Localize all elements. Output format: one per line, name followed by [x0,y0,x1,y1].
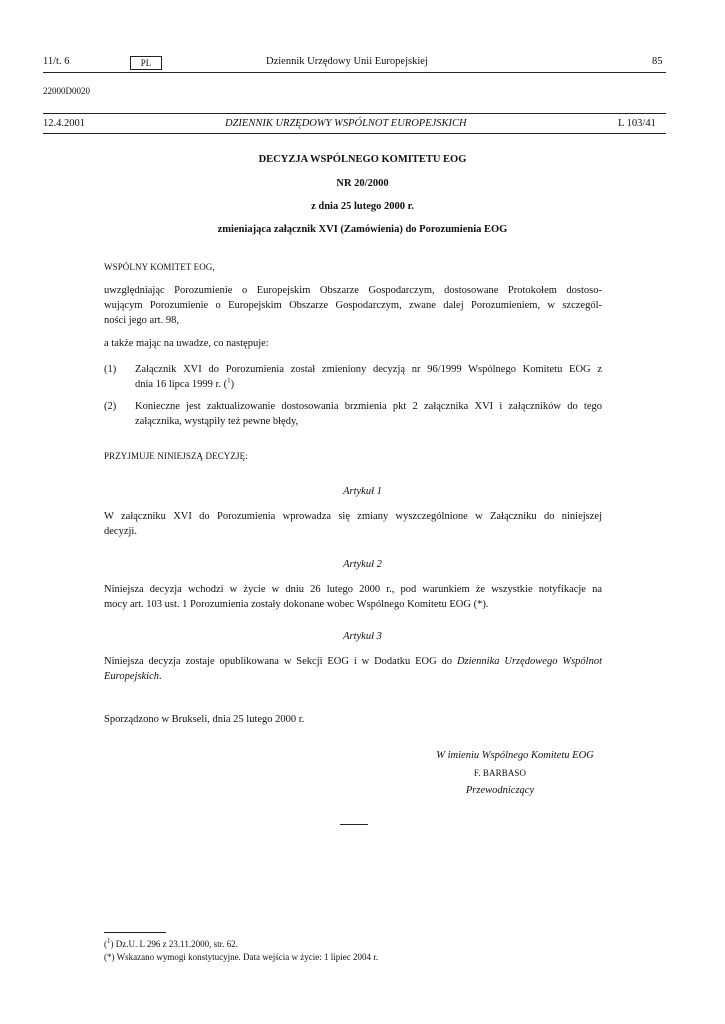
recital-line: Konieczne jest zaktualizowanie dostosowania brzmienia pkt 2 załącznika XVI i załączników do tego [135,401,602,412]
considering-line: uwzględniając Porozumienie o Europejskim Obszarze Gospodarczym, dostosowane Protokołem dostoso- [104,285,602,296]
adopts-heading: PRZYJMUJE NINIEJSZĄ DECYZJĘ: [104,451,248,461]
article-text [104,509,602,539]
signatory-role: Przewodniczący [465,785,535,796]
volume-number: 11/t. 6 [43,56,70,67]
article-line: decyzji. [104,526,137,537]
article-line-text: Niniejsza decyzja zostaje opublikowana w Sekcji EOG i w Dodatku EOG do [104,656,457,667]
decision-title: DECYZJA WSPÓLNEGO KOMITETU EOG [258,154,467,165]
article-line: Niniejsza decyzja wchodzi w życie w dniu 26 lutego 2000 r., pod warunkiem że wszystkie notyfikacje na [104,584,602,595]
decision-number: NR 20/2000 [336,178,389,189]
article-text [104,654,602,684]
decision-date: z dnia 25 lutego 2000 r. [311,201,414,212]
journal-title: Dziennik Urzędowy Unii Europejskiej [266,56,428,67]
recital-line-text: dnia 16 lipca 1999 r. ( [135,379,228,390]
article-line [104,669,602,684]
signatory-name: F. BARBASO [473,768,527,778]
considering-paragraph [104,283,602,328]
journal-name: Dziennika Urzędowego Wspólnot [456,656,602,667]
footnote-text: Wskazano wymogi konstytucyjne. Data wejścia w życie: 1 lipiec 2004 r. [114,952,379,962]
committee-heading: WSPÓLNY KOMITET EOG, [104,262,215,272]
footnote-ref[interactable]: 1 [227,376,231,385]
decision-subject: zmieniająca załącznik XVI (Zamówienia) do Porozumienia EOG [217,224,508,235]
page-number: 85 [652,56,663,67]
journal-reference: L 103/41 [618,118,656,129]
publication-date: 12.4.2001 [43,118,85,129]
language-badge: PL [130,56,162,70]
whereas-line: a także mając na uwadze, co następuje: [104,338,269,349]
signature-on-behalf: W imieniu Wspólnego Komitetu EOG [436,750,594,761]
original-journal-title: DZIENNIK URZĘDOWY WSPÓLNOT EUROPEJSKICH [225,118,467,129]
end-rule [340,824,368,825]
article-heading: Artykuł 1 [343,486,382,497]
recital-line-end: ) [230,379,235,390]
article-heading: Artykuł 2 [343,559,382,570]
article-line: mocy art. 103 ust. 1 Porozumienia zostały dokonane wobec Wspólnego Komitetu EOG (*). [104,599,489,610]
recital-line [135,377,602,392]
recital-text [135,362,602,392]
recital-line: załącznika, wystąpiły też pewne błędy, [135,416,299,427]
article-line-end: . [159,671,162,682]
recital-text [135,399,602,429]
footnote-mark: (*) [104,952,115,962]
done-at-line: Sporządzono w Brukseli, dnia 25 lutego 2000 r. [104,714,305,725]
footnote-separator [104,932,166,933]
footnote-text: Dz.U. L 296 z 23.11.2000, str. 62. [113,939,238,949]
footnote-mark: 1 [107,937,111,945]
recital-number: (1) [104,364,117,375]
considering-line: wującym Porozumienie o Europejskim Obszarze Gospodarczym, zwane dalej Porozumieniem, w szczegól- [104,300,602,311]
article-text [104,582,602,612]
journal-name: Europejskich [104,671,160,682]
orig-header-top-rule [43,113,666,114]
considering-line: ności jego art. 98, [104,315,179,326]
article-line: W załączniku XVI do Porozumienia wprowadza się zmiany wyszczególnione w Załączniku do niniejszej [104,511,602,522]
article-heading: Artykuł 3 [343,631,382,642]
recital-line: Załącznik XVI do Porozumienia został zmieniony decyzją nr 96/1999 Wspólnego Komitetu EOG z [135,364,602,375]
footnote [104,951,378,963]
article-line [104,654,602,669]
header-rule [43,72,666,73]
document-code: 22000D0020 [43,86,90,96]
footnote: ($^1$) Dz.U. L 296 z 23.11.2000, str. 62. [104,937,238,949]
orig-header-bottom-rule [43,133,666,134]
recital-number: (2) [104,401,117,412]
